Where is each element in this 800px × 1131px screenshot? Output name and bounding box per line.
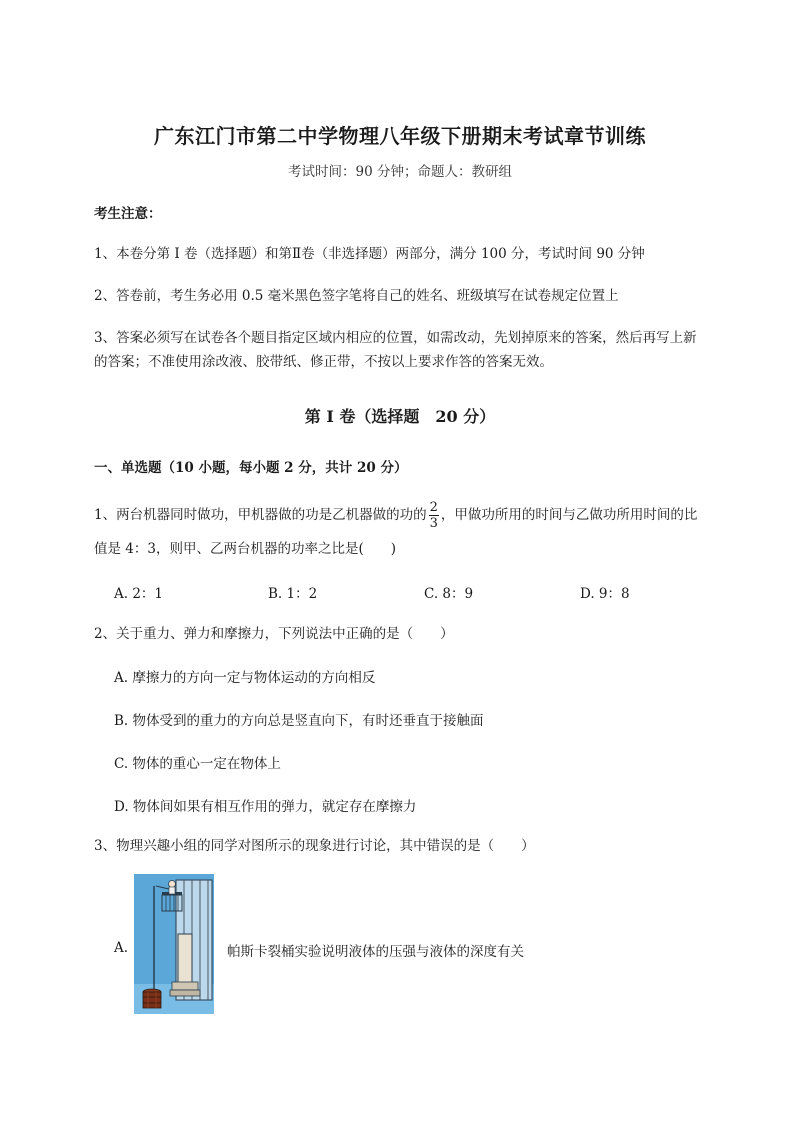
- question-1-text-before: 1、两台机器同时做功，甲机器做的功是乙机器做的功的: [94, 507, 427, 523]
- notice-item-2: 2、答卷前，考生务必用 0.5 毫米黑色签字笔将自己的姓名、班级填写在试卷规定位置上: [94, 288, 619, 304]
- question-1-option-c[interactable]: C. 8：9: [424, 586, 474, 602]
- question-1-line-2: 值是 4：3，则甲、乙两台机器的功率之比是( ): [94, 541, 397, 557]
- question-1-option-a[interactable]: A. 2：1: [114, 586, 164, 602]
- notice-heading: 考生注意：: [94, 206, 162, 222]
- notice-item-3-line-2: 的答案；不准使用涂改液、胶带纸、修正带，不按以上要求作答的答案无效。: [94, 354, 553, 370]
- fraction: [429, 500, 439, 531]
- fraction-numerator: 2: [429, 500, 438, 515]
- question-2-option-c[interactable]: C. 物体的重心一定在物体上: [114, 756, 281, 772]
- question-type-heading: 一、单选题（10 小题，每小题 2 分，共计 20 分）: [94, 460, 408, 476]
- fraction-denominator: 3: [429, 516, 438, 531]
- question-3-option-a-label[interactable]: A.: [114, 940, 129, 956]
- notice-item-1: 1、本卷分第 I 卷（选择题）和第Ⅱ卷（非选择题）两部分，满分 100 分，考试时间 90 分钟: [94, 246, 645, 262]
- notice-item-3-line-1: 3、答案必须写在试卷各个题目指定区域内相应的位置，如需改动，先划掉原来的答案，然后再写上新: [94, 330, 697, 346]
- exam-title: 广东江门市第二中学物理八年级下册期末考试章节训练: [154, 124, 646, 148]
- question-3-option-a-text[interactable]: 帕斯卡裂桶实验说明液体的压强与液体的深度有关: [227, 944, 524, 960]
- question-1-line-1: [94, 500, 697, 531]
- question-2-option-a[interactable]: A. 摩擦力的方向一定与物体运动的方向相反: [114, 670, 376, 686]
- question-1-option-b[interactable]: B. 1：2: [268, 586, 318, 602]
- question-2-stem: 2、关于重力、弹力和摩擦力，下列说法中正确的是（ ）: [94, 626, 454, 642]
- question-2-option-d[interactable]: D. 物体间如果有相互作用的弹力，就定存在摩擦力: [114, 799, 417, 815]
- question-2-option-b[interactable]: B. 物体受到的重力的方向总是竖直向下，有时还垂直于接触面: [114, 713, 484, 729]
- question-1-option-d[interactable]: D. 9：8: [580, 586, 630, 602]
- section-title: 第 I 卷（选择题 20 分）: [304, 407, 496, 426]
- question-1-text-after: ，甲做功所用的时间与乙做功所用时间的比: [440, 507, 698, 523]
- exam-subtitle: 考试时间：90 分钟；命题人：教研组: [288, 164, 512, 180]
- question-3-stem: 3、物理兴趣小组的同学对图所示的现象进行讨论，其中错误的是（ ）: [94, 838, 535, 854]
- pascal-barrel-icon: [134, 874, 214, 1014]
